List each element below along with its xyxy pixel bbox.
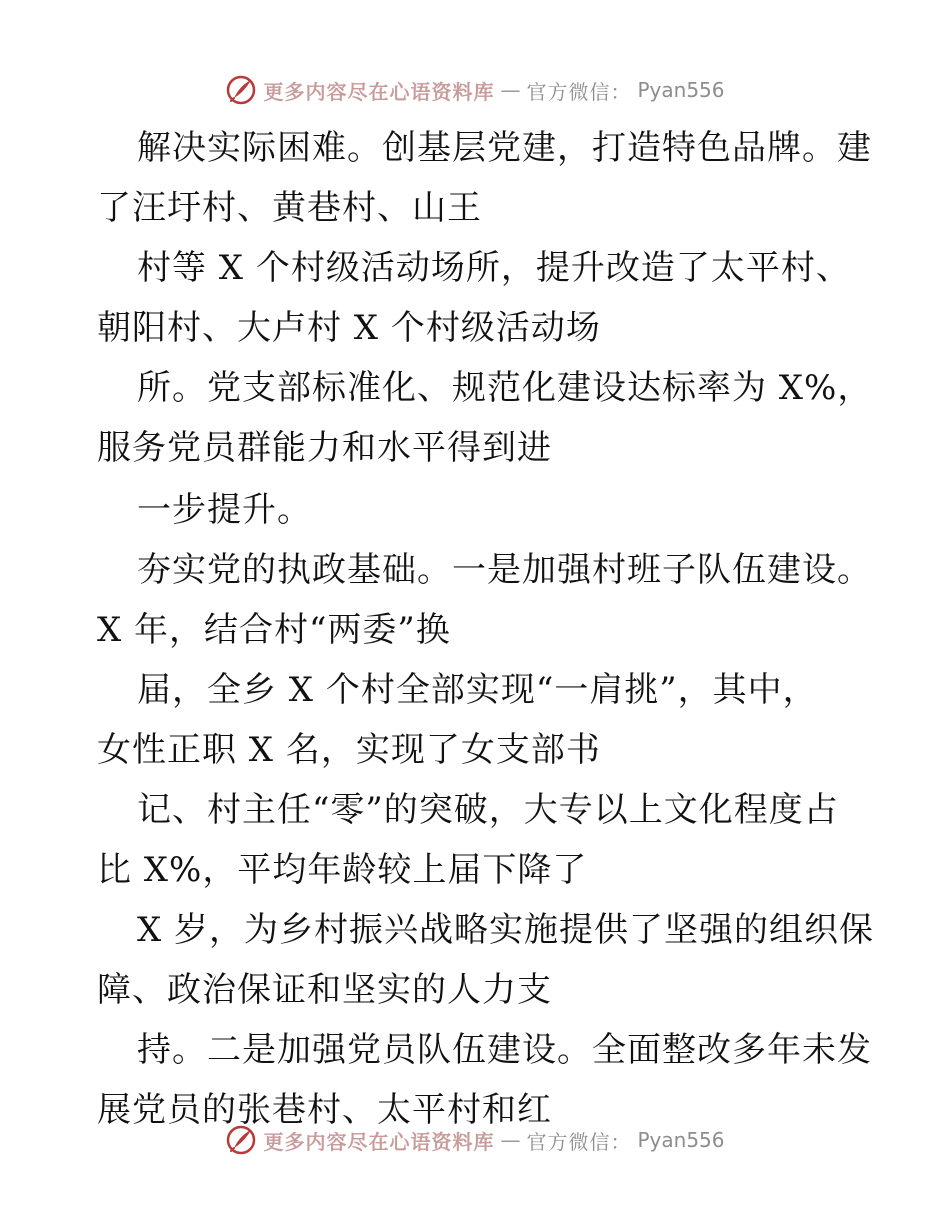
watermark-separator: — (500, 78, 521, 102)
text-line: 女性正职 X 名，实现了女支部书 (97, 730, 601, 770)
text-line: 届，全乡 X 个村全部实现“一肩挑”，其中， (137, 670, 818, 710)
watermark-text: 更多内容尽在心语资料库 (263, 79, 495, 104)
watermark-wechat-id: Pyan556 (637, 1128, 725, 1152)
text-line: 记、村主任“零”的突破，大专以上文化程度占 (137, 790, 839, 830)
text-line: 一步提升。 (137, 490, 312, 530)
watermark-text: 更多内容尽在心语资料库 (263, 1129, 495, 1154)
text-line: 展党员的张巷村、太平村和红 (97, 1090, 552, 1130)
text-line: 持。二是加强党员队伍建设。全面整改多年未发 (137, 1030, 872, 1070)
watermark-official-label: 官方微信： (526, 1129, 632, 1154)
text-line: 朝阳村、大卢村 X 个村级活动场 (97, 308, 601, 348)
text-line: X 岁，为乡村振兴战略实施提供了坚强的组织保 (137, 910, 875, 950)
text-line: X 年，结合村“两委”换 (97, 610, 451, 650)
header-watermark (0, 70, 950, 110)
watermark-official-label: 官方微信： (526, 79, 632, 104)
watermark-wechat-id: Pyan556 (637, 78, 725, 102)
text-line: 所。党支部标准化、规范化建设达标率为 X%， (137, 368, 873, 408)
text-line: 解决实际困难。创基层党建，打造特色品牌。建 (137, 128, 872, 168)
text-line: 村等 X 个村级活动场所，提升改造了太平村、 (137, 248, 851, 288)
feather-pen-logo-icon (225, 74, 257, 106)
text-line: 服务党员群能力和水平得到进 (97, 428, 552, 468)
text-line: 夯实党的执政基础。一是加强村班子队伍建设。 (137, 550, 872, 590)
feather-pen-logo-icon (225, 1124, 257, 1156)
text-line: 障、政治保证和坚实的人力支 (97, 970, 552, 1010)
text-line: 比 X%，平均年龄较上届下降了 (97, 850, 588, 890)
text-line: 了汪圩村、黄巷村、山王 (97, 188, 482, 228)
footer-watermark (0, 1120, 950, 1160)
watermark-separator: — (500, 1128, 521, 1152)
